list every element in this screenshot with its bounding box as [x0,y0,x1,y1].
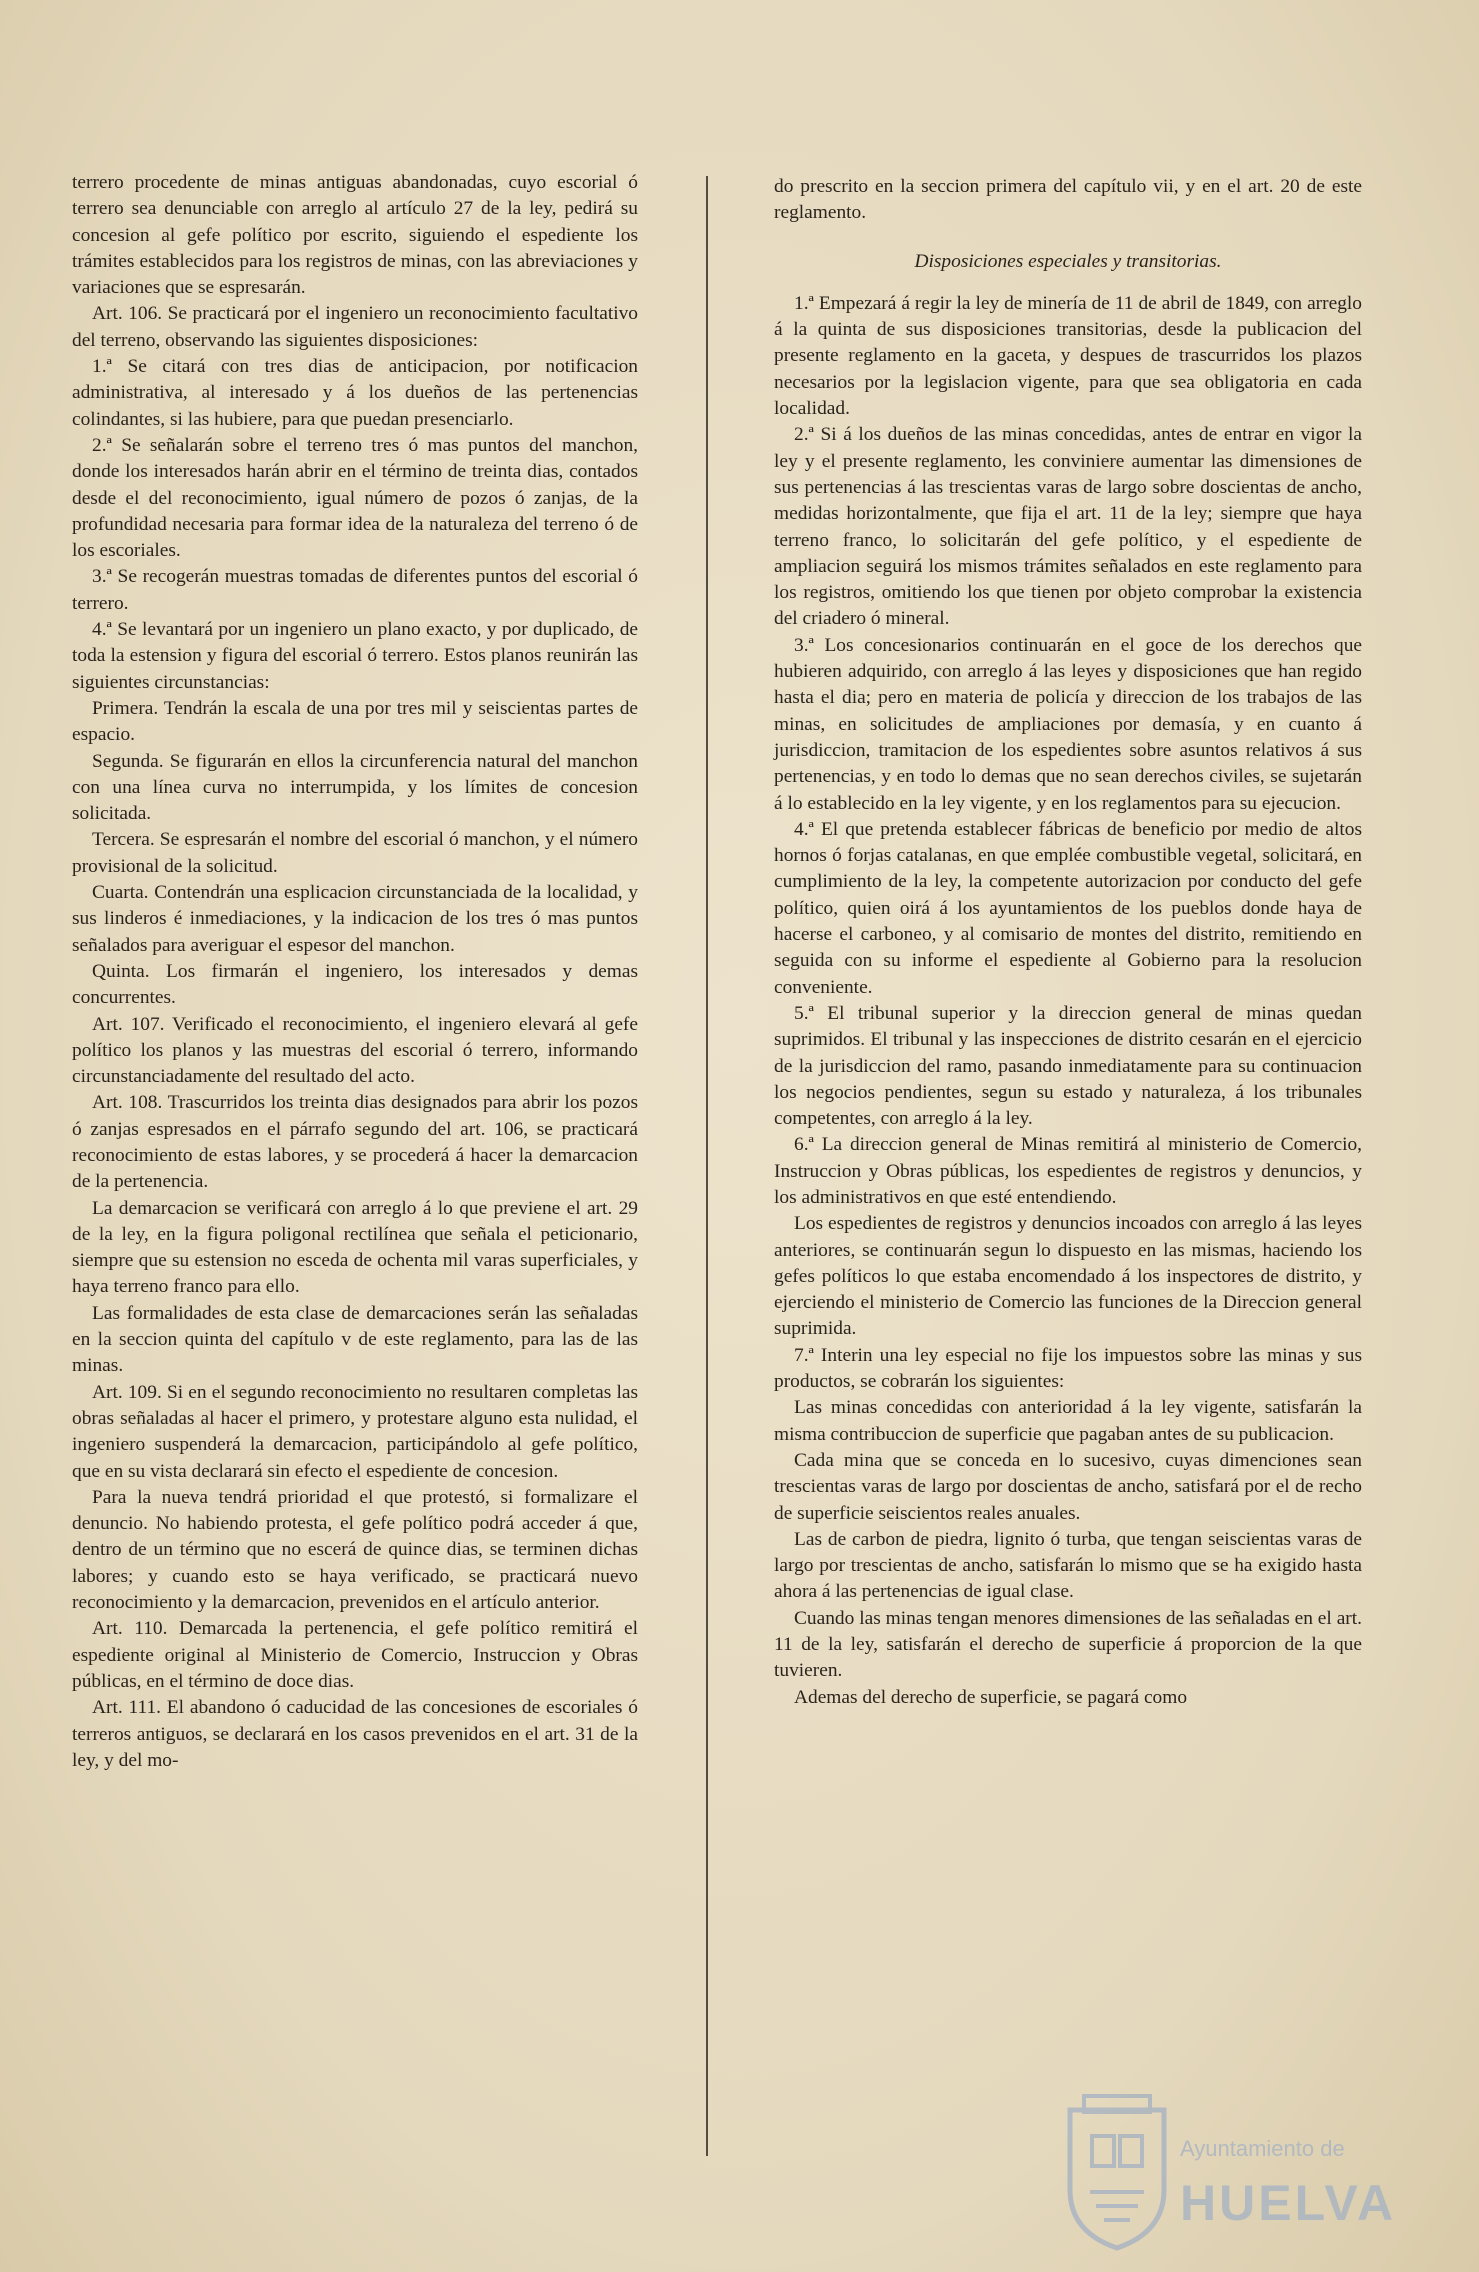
paragraph: 4.ª El que pretenda establecer fábricas de beneficio por medio de altos hornos ó forjas catalanas, en que emplée combustible vegetal, solicitará, en cumplimiento de la ley, la competente autorizacion por conducto del gefe político, quien oirá á los ayuntamientos de los pueblos donde haya de hacerse el carboneo, y al comisario de montes del distrito, remitiendo en seguida con su informe el espediente al Gobierno para la resolucion conveniente. [774,818,1362,998]
right-text-column [774,174,1362,1711]
column-divider [706,176,708,2156]
paragraph: Art. 108. Trascurridos los treinta dias designados para abrir los pozos ó zanjas espresados en el párrafo segundo del art. 106, se practicará reconocimiento de estas labores, y se procederá á hacer la demarcacion de la pertenencia. [72,1092,638,1193]
paragraph: Tercera. Se espresarán el nombre del escorial ó manchon, y el número provisional de la solicitud. [72,829,638,877]
paragraph: 4.ª Se levantará por un ingeniero un plano exacto, y por duplicado, de toda la estension y figura del escorial ó terrero. Estos planos reunirán las siguientes circunstancias: [72,619,638,693]
paragraph: Art. 111. El abandono ó caducidad de las concesiones de escoriales ó terreros antiguos, se declarará en los casos prevenidos en el art. 31 de la ley, y del mo- [72,1697,638,1771]
ayuntamiento-huelva-watermark [1062,2092,1402,2252]
paragraph: La demarcacion se verificará con arreglo á lo que previene el art. 29 de la ley, en la figura poligonal rectilínea que señala el peticionario, siempre que su estension no esceda de ochenta mil varas superficiales, y haya terreno franco para ello. [72,1197,638,1298]
paragraph: Ademas del derecho de superficie, se pagará como [794,1686,1188,1708]
left-text-column [72,170,638,1774]
paragraph: Cuarta. Contendrán una esplicacion circunstanciada de la localidad, y sus linderos é inmediaciones, y la indicacion de los tres ó mas puntos señalados para averiguar el espesor del manchon. [72,882,638,956]
paragraph: Art. 107. Verificado el reconocimiento, el ingeniero elevará al gefe político los planos y las muestras del escorial ó terrero, informando circunstanciadamente del resultado del acto. [72,1013,638,1088]
paragraph: Art. 106. Se practicará por el ingeniero un reconocimiento facultativo del terreno, observando las siguientes disposiciones: [72,303,638,351]
paragraph: Las de carbon de piedra, lignito ó turba, que tengan seiscientas varas de largo por trescientas de ancho, satisfarán lo mismo que se ha exigido hasta ahora á las pertenencias de igual clase. [774,1528,1362,1603]
paragraph: 1.ª Se citará con tres dias de anticipacion, por notificacion administrativa, al interesado y á los dueños de las pertenencias colindantes, si las hubiere, para que puedan presenciarlo. [72,356,638,430]
coat-of-arms-icon [1062,2092,1172,2252]
section-heading: Disposiciones especiales y transitorias. [914,250,1222,272]
paragraph: Para la nueva tendrá prioridad el que protestó, si formalizare el denuncio. No habiendo protesta, el gefe político podrá acceder á que, dentro de un término que no escerá de quince dias, se terminen dichas labores; y cuando esto se haya verificado, se practicará nuevo reconocimiento y la demarcacion, prevenidos en el artículo anterior. [72,1486,638,1614]
paragraph: Quinta. Los firmarán el ingeniero, los interesados y demas concurrentes. [72,960,638,1009]
paragraph: Segunda. Se figurarán en ellos la circunferencia natural del manchon con una línea curva no interrumpida, y los límites de concesion solicitada. [72,750,638,825]
paragraph: terrero procedente de minas antiguas abandonadas, cuyo escorial ó terrero sea denunciable con arreglo al artículo 27 de la ley, pedirá su concesion al gefe político por escrito, siguiendo el espediente los trámites establecidos para los registros de minas, con las abreviaciones y variaciones que se espresarán. [72,172,638,299]
paragraph: 2.ª Si á los dueños de las minas concedidas, antes de entrar en vigor la ley y el presente reglamento, les conviniere aumentar las dimensiones de sus pertenencias á las trescientas varas de largo sobre doscientas de ancho, medidas horizontalmente, que fija el art. 11 de la ley; siempre que haya terreno franco, lo solicitarán del gefe político, y el espediente de ampliacion seguirá los mismos trámites señalados en este reglamento para los registros, omitiendo los que tienen por objeto comprobar la existencia del criadero ó mineral. [774,424,1362,630]
paragraph: Primera. Tendrán la escala de una por tres mil y seiscientas partes de espacio. [72,697,638,746]
paragraph: Art. 110. Demarcada la pertenencia, el gefe político remitirá el espediente original al Ministerio de Comercio, Instruccion y Obras públicas, en el término de doce dias. [72,1618,638,1692]
paragraph: do prescrito en la seccion primera del capítulo vii, y en el art. 20 de este reglamento. [774,176,1362,224]
paragraph: 1.ª Empezará á regir la ley de minería de 11 de abril de 1849, con arreglo á la quinta de sus disposiciones transitorias, desde la publicacion del presente reglamento en la gaceta, y despues de trascurridos los plazos necesarios por la legislacion vigente, para que sea obligatoria en cada localidad. [774,292,1362,420]
paragraph: Las formalidades de esta clase de demarcaciones serán las señaladas en la seccion quinta del capítulo v de este reglamento, para las de las minas. [72,1302,638,1377]
paragraph: 5.ª El tribunal superior y la direccion general de minas quedan suprimidos. El tribunal y las inspecciones de distrito cesarán en el ejercicio de la jurisdiccion del ramo, pasando inmediatamente para su continuacion los negocios pendientes, segun su estado y naturaleza, á los tribunales competentes, con arreglo á la ley. [774,1002,1362,1130]
paragraph: Los espedientes de registros y denuncios incoados con arreglo á las leyes anteriores, se continuarán segun lo dispuesto en las mismas, haciendo los gefes políticos lo que estaba encomendado á los inspectores de distrito, y ejerciendo el ministerio de Comercio las funciones de la Direccion general suprimida. [774,1213,1362,1340]
paragraph: 3.ª Los concesionarios continuarán en el goce de los derechos que hubieren adquirido, con arreglo á las leyes y disposiciones que han regido hasta el dia; pero en materia de policía y direccion de los trabajos de las minas, en solicitudes de ampliaciones por demasía, y en cuanto á jurisdiccion, tramitacion de los espedientes sobre asuntos relativos á sus pertenencias, y en todo lo demas que no sean derechos civiles, se sujetarán á lo establecido en la ley vigente, y en los reglamentos para su ejecucion. [774,634,1362,814]
paragraph: Art. 109. Si en el segundo reconocimiento no resultaren completas las obras señaladas al hacer el primero, y protestare alguno esta nulidad, el ingeniero suspenderá la demarcacion, participándolo al gefe político, que en su vista declarará sin efecto el espediente de concesion. [72,1381,638,1482]
paragraph: 3.ª Se recogerán muestras tomadas de diferentes puntos del escorial ó terrero. [72,566,638,614]
watermark-line-2: HUELVA [1180,2175,1397,2231]
paragraph: Las minas concedidas con anterioridad á la ley vigente, satisfarán la misma contribuccion de superficie que pagaban antes de su publicacion. [774,1397,1362,1445]
paragraph: Cada mina que se conceda en lo sucesivo, cuyas dimenciones sean trescientas varas de largo por doscientas de ancho, satisfará por el de recho de superficie seiscientos reales anuales. [774,1449,1362,1524]
paragraph: 6.ª La direccion general de Minas remitirá al ministerio de Comercio, Instruccion y Obras públicas, los espedientes de registros y denuncios, y los administrativos en que esté entendiendo. [774,1134,1362,1208]
paragraph: 2.ª Se señalarán sobre el terreno tres ó mas puntos del manchon, donde los interesados harán abrir en el término de treinta dias, contados desde el del reconocimiento, igual número de pozos ó zanjas, de la profundidad necesaria para formar idea de la naturaleza del terreno ó de los escoriales. [72,434,638,562]
paragraph: Cuando las minas tengan menores dimensiones de las señaladas en el art. 11 de la ley, satisfarán el derecho de superficie á proporcion de la que tuvieren. [774,1607,1362,1682]
paragraph: 7.ª Interin una ley especial no fije los impuestos sobre las minas y sus productos, se cobrarán los siguientes: [774,1344,1362,1393]
watermark-line-1: Ayuntamiento de [1180,2136,1345,2161]
